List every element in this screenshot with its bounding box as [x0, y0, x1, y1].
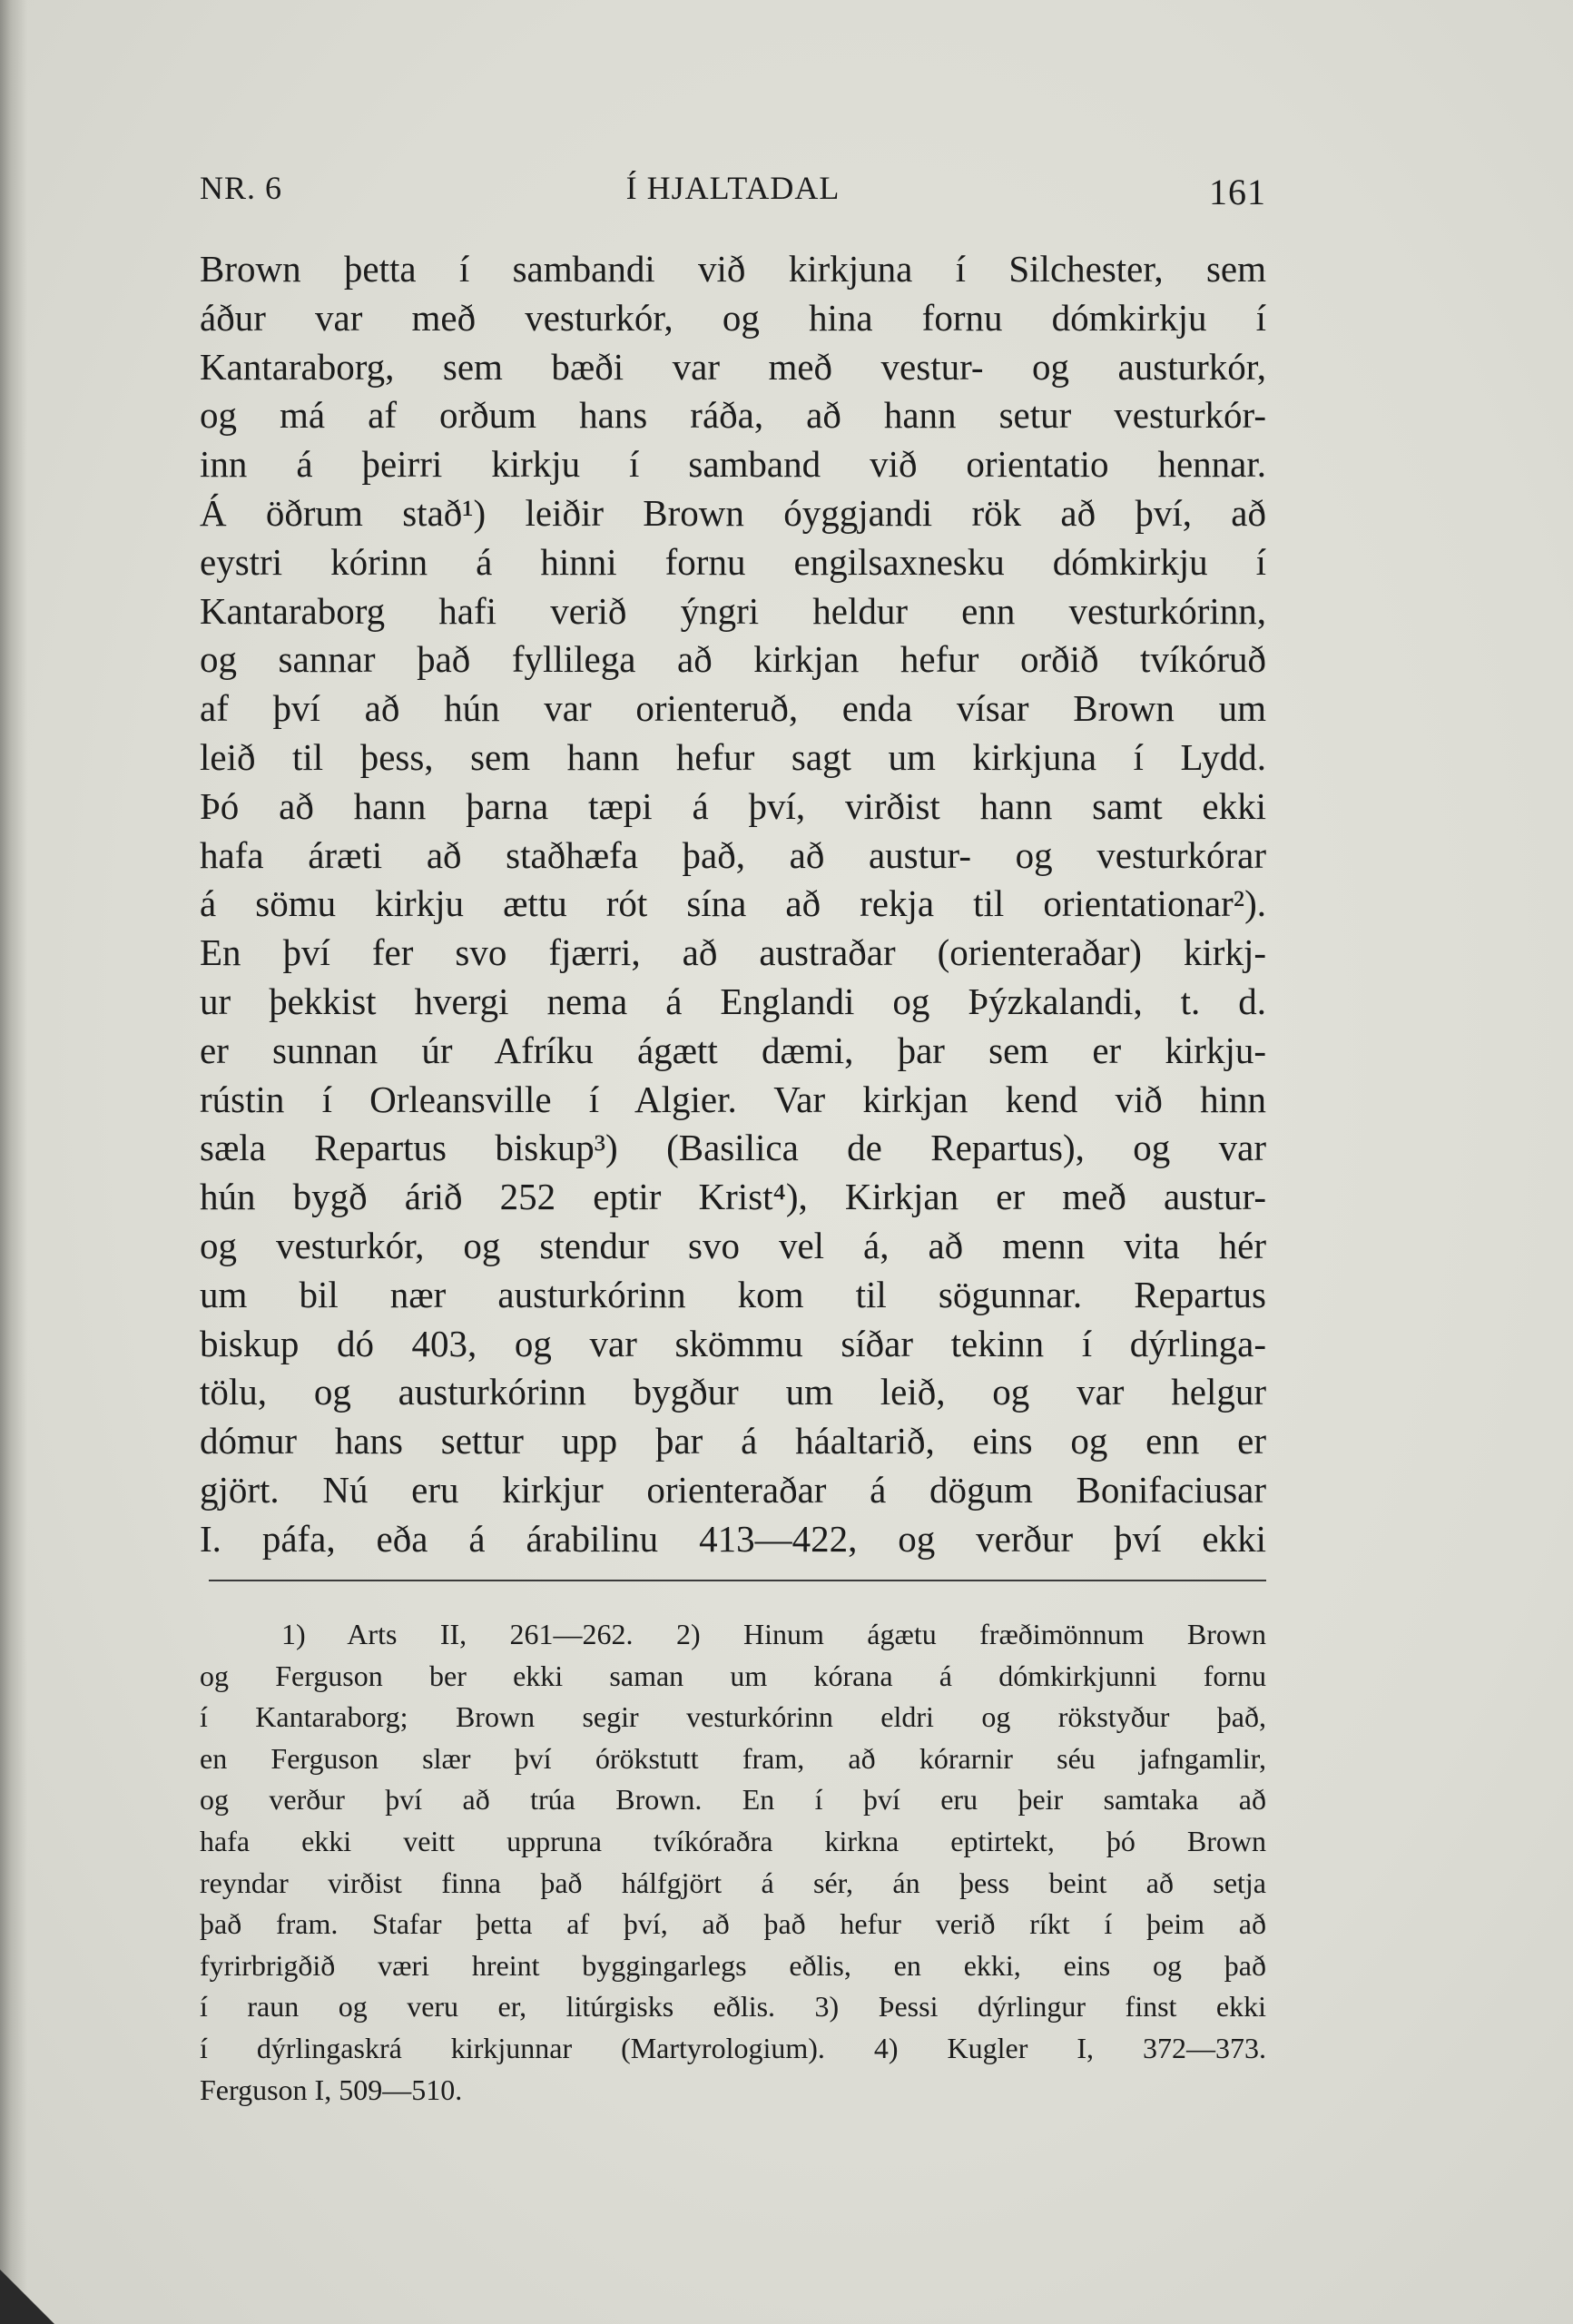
- body-line: og má af orðum hans ráða, að hann setur vesturkór-: [200, 394, 1266, 437]
- body-line: er sunnan úr Afríku ágætt dæmi, þar sem er kirkju-: [200, 1029, 1266, 1071]
- body-line: hafa áræti að staðhæfa það, að austur- og vesturkórar: [200, 833, 1266, 876]
- body-line: Brown þetta í sambandi við kirkjuna í Silchester, sem: [200, 248, 1266, 290]
- footnote-divider: [209, 1580, 1266, 1581]
- body-line: ur þekkist hvergi nema á Englandi og Þýzkalandi, t. d.: [200, 980, 1266, 1022]
- footnote-line: og Ferguson ber ekki saman um kórana á dómkirkjunni fornu: [200, 1659, 1266, 1692]
- body-line: eystri kórinn á hinni fornu engilsaxnesku dómkirkju í: [200, 540, 1266, 583]
- body-line: rústin í Orleansville í Algier. Var kirkjan kend við hinn: [200, 1078, 1266, 1120]
- footnote-line: í raun og veru er, litúrgisks eðlis. 3) Þessi dýrlingur finst ekki: [200, 1990, 1266, 2024]
- body-line: Kantaraborg hafi verið ýngri heldur enn vesturkórinn,: [200, 589, 1266, 632]
- scan-corner-mark: [0, 2270, 54, 2324]
- body-line: sæla Repartus biskup³) (Basilica de Repartus), og var: [200, 1127, 1266, 1169]
- body-line: gjört. Nú eru kirkjur orienteraðar á dögum Bonifaciusar: [200, 1468, 1266, 1511]
- body-line: hún bygð árið 252 eptir Krist⁴), Kirkjan er með austur-: [200, 1176, 1266, 1218]
- body-line: dómur hans settur upp þar á háaltarið, eins og enn er: [200, 1420, 1266, 1462]
- body-line: biskup dó 403, og var skömmu síðar tekinn í dýrlinga-: [200, 1322, 1266, 1364]
- body-line: og vesturkór, og stendur svo vel á, að menn vita hér: [200, 1224, 1266, 1266]
- footnote-line: það fram. Stafar þetta af því, að það hefur verið ríkt í þeim að: [200, 1907, 1266, 1941]
- page-number: 161: [1209, 172, 1266, 212]
- binding-gutter-shadow: [0, 0, 27, 2324]
- body-line: leið til þess, sem hann hefur sagt um kirkjuna í Lydd.: [200, 735, 1266, 778]
- body-line: Kantaraborg, sem bæði var með vestur- og austurkór,: [200, 345, 1266, 388]
- footnote-line: í dýrlingaskrá kirkjunnar (Martyrologium). 4) Kugler I, 372—373.: [200, 2031, 1266, 2064]
- body-line: um bil nær austurkórinn kom til sögunnar. Repartus: [200, 1273, 1266, 1315]
- issue-number: NR. 6: [200, 170, 283, 206]
- running-header: [200, 169, 1266, 214]
- body-line: I. páfa, eða á árabilinu 413—422, og verður því ekki: [200, 1517, 1266, 1560]
- body-line: En því fer svo fjærri, að austraðar (orienteraðar) kirkj-: [200, 931, 1266, 974]
- body-line: áður var með vesturkór, og hina fornu dómkirkju í: [200, 296, 1266, 339]
- body-line: inn á þeirri kirkju í samband við orientatio hennar.: [200, 443, 1266, 486]
- footnote-line: Ferguson I, 509—510.: [200, 2073, 463, 2106]
- body-line: af því að hún var orienteruð, enda vísar Brown um: [200, 687, 1266, 730]
- body-line: tölu, og austurkórinn bygður um leið, og var helgur: [200, 1371, 1266, 1413]
- footnote-line: hafa ekki veitt uppruna tvíkóraðra kirkna eptirtekt, þó Brown: [200, 1824, 1266, 1857]
- body-line: á sömu kirkju ættu rót sína að rekja til orientationar²).: [200, 882, 1266, 925]
- footnote-line: fyrirbrigðið væri hreint byggingarlegs eðlis, en ekki, eins og það: [200, 1948, 1266, 1982]
- body-text: [200, 245, 1266, 1564]
- footnote-line: og verður því að trúa Brown. En í því eru þeir samtaka að: [200, 1783, 1266, 1817]
- running-title: Í HJALTADAL: [625, 170, 841, 206]
- footnote-line: í Kantaraborg; Brown segir vesturkórinn eldri og rökstyður það,: [200, 1700, 1266, 1734]
- body-line: og sannar það fyllilega að kirkjan hefur orðið tvíkóruð: [200, 638, 1266, 681]
- footnote-line: 1) Arts II, 261—262. 2) Hinum ágætu fræðimönnum Brown: [281, 1618, 1266, 1650]
- body-line: Þó að hann þarna tæpi á því, virðist hann samt ekki: [200, 784, 1266, 827]
- body-line: Á öðrum stað¹) leiðir Brown óyggjandi rök að því, að: [200, 491, 1266, 534]
- footnotes: [200, 1614, 1266, 2111]
- footnote-line: reyndar virðist finna það hálfgjört á sér, án þess beint að setja: [200, 1866, 1266, 1899]
- footnote-line: en Ferguson slær því órökstutt fram, að kórarnir séu jafngamlir,: [200, 1741, 1266, 1775]
